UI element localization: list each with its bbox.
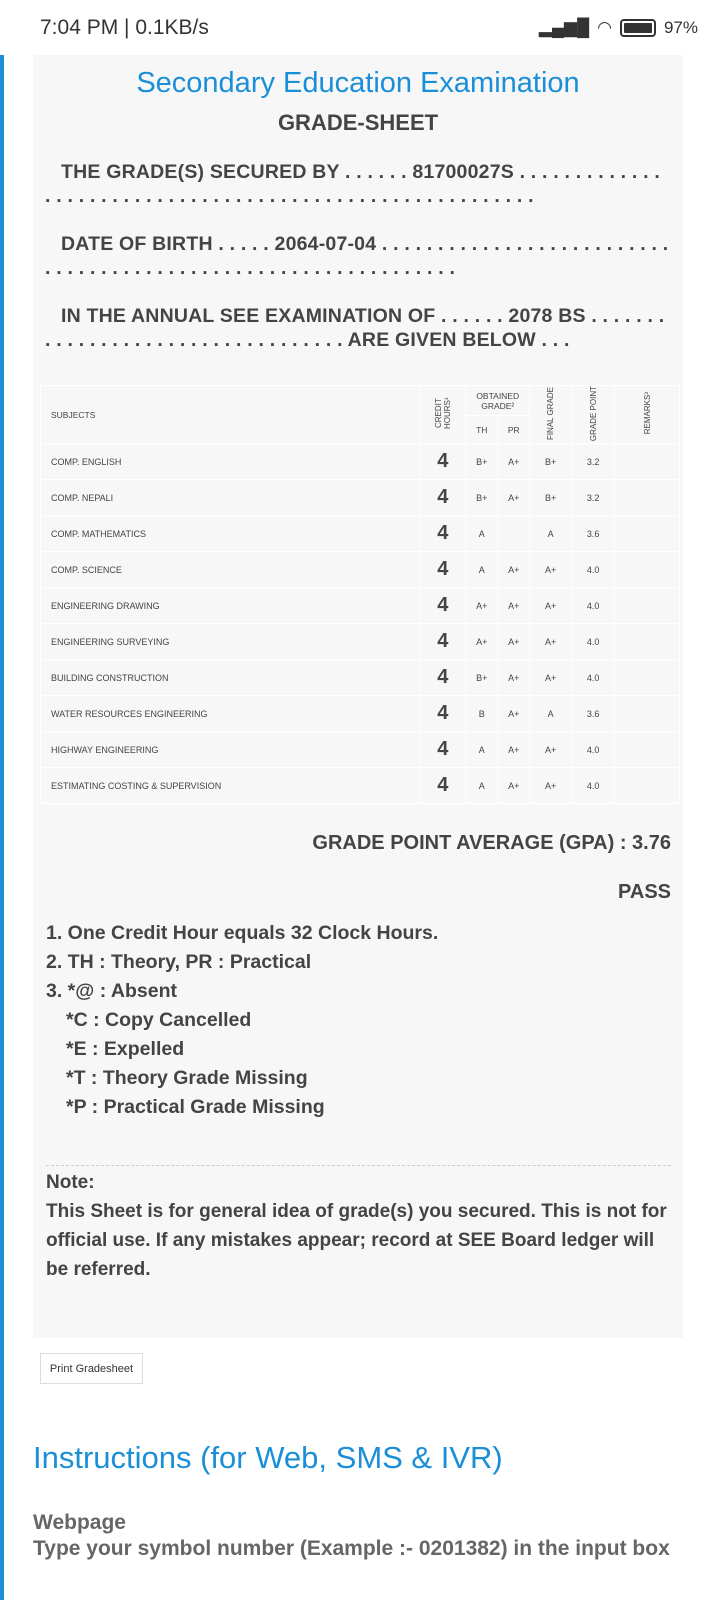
print-gradesheet-button[interactable]: Print Gradesheet — [40, 1353, 143, 1384]
table-row — [41, 588, 680, 624]
final-grade-cell: A+ — [530, 552, 572, 588]
grade-point-cell: 4.0 — [572, 624, 615, 660]
remarks-cell — [615, 768, 680, 804]
note-text: This Sheet is for general idea of grade(s) you secured. This is not for official use. If any mistakes appear; record at SEE Board ledger will be referred. — [46, 1201, 667, 1280]
th-grade-cell: B+ — [466, 660, 498, 696]
credit-cell: 4 — [420, 768, 466, 804]
battery-percent: 97% — [663, 17, 698, 37]
instructions-webpage: Webpage Type your symbol number (Example :- 0201382) in the input box — [33, 1511, 670, 1560]
final-grade-cell: A — [530, 516, 572, 552]
header-credit: CREDIT HOURS¹ — [420, 386, 466, 444]
header-final: FINAL GRADE — [530, 386, 572, 444]
remarks-cell — [615, 660, 680, 696]
credit-cell: 4 — [420, 480, 466, 516]
th-grade-cell: A — [466, 516, 498, 552]
th-grade-cell: A+ — [466, 588, 498, 624]
subject-cell: COMP. NEPALI — [41, 480, 420, 516]
credit-cell: 4 — [420, 624, 466, 660]
subject-cell: BUILDING CONSTRUCTION — [41, 660, 420, 696]
sheet-title: Secondary Education Examination — [136, 67, 580, 99]
table-row — [41, 624, 680, 660]
remarks-cell — [615, 732, 680, 768]
grade-point-cell: 3.6 — [572, 516, 615, 552]
secured-by: THE GRADE(S) SECURED BY . . . . . . 81700027S . . . . . . . . . . . . . . . . . . . . . . . . . . . . . . . . . . . . . . . . . . . . . . . . . . . . . . . . . — [45, 161, 661, 207]
note-label: Note: — [46, 1172, 95, 1193]
pr-grade-cell: A+ — [498, 624, 530, 660]
result: PASS — [618, 881, 671, 903]
pr-grade-cell: A+ — [498, 696, 530, 732]
final-grade-cell: A+ — [530, 768, 572, 804]
pr-grade-cell: A+ — [498, 552, 530, 588]
th-grade-cell: B+ — [466, 444, 498, 480]
header-remarks: REMARKS³ — [615, 386, 680, 444]
grade-point-cell: 4.0 — [572, 660, 615, 696]
table-row — [41, 480, 680, 516]
gpa: GRADE POINT AVERAGE (GPA) : 3.76 — [312, 832, 671, 854]
sheet-subtitle: GRADE-SHEET — [277, 110, 439, 135]
th-grade-cell: A+ — [466, 624, 498, 660]
th-grade-cell: A — [466, 768, 498, 804]
pr-grade-cell: A+ — [498, 588, 530, 624]
table-row — [41, 696, 680, 732]
grade-point-cell: 4.0 — [572, 732, 615, 768]
pr-grade-cell — [498, 516, 530, 552]
date-of-birth: DATE OF BIRTH . . . . . 2064-07-04 . . . . . . . . . . . . . . . . . . . . . . . . . . . . . . . . . . . . . . . . . . . . . . . . . . . . . . . . . . . . . . . — [45, 233, 669, 279]
battery-icon — [620, 19, 656, 37]
final-grade-cell: B+ — [530, 444, 572, 480]
remarks-cell — [615, 444, 680, 480]
final-grade-cell: A+ — [530, 588, 572, 624]
remarks-cell — [615, 480, 680, 516]
table-row — [41, 660, 680, 696]
scroll-accent — [0, 55, 4, 1600]
subject-cell: ENGINEERING SURVEYING — [41, 624, 420, 660]
grade-point-cell: 3.6 — [572, 696, 615, 732]
subject-cell: COMP. MATHEMATICS — [41, 516, 420, 552]
pr-grade-cell: A+ — [498, 768, 530, 804]
subject-cell: HIGHWAY ENGINEERING — [41, 732, 420, 768]
status-time: 7:04 PM | 0.1KB/s — [40, 15, 209, 39]
remarks-cell — [615, 516, 680, 552]
th-grade-cell: A — [466, 552, 498, 588]
note — [46, 1168, 671, 1284]
subject-cell: COMP. SCIENCE — [41, 552, 420, 588]
grade-point-cell: 4.0 — [572, 588, 615, 624]
header-subjects: SUBJECTS — [41, 386, 420, 444]
table-row — [41, 552, 680, 588]
subject-cell: WATER RESOURCES ENGINEERING — [41, 696, 420, 732]
final-grade-cell: B+ — [530, 480, 572, 516]
th-grade-cell: B+ — [466, 480, 498, 516]
divider — [46, 1165, 671, 1166]
credit-cell: 4 — [420, 516, 466, 552]
grades-table — [40, 385, 680, 804]
remarks-cell — [615, 552, 680, 588]
grade-point-cell: 4.0 — [572, 768, 615, 804]
credit-cell: 4 — [420, 444, 466, 480]
pr-grade-cell: A+ — [498, 480, 530, 516]
grade-point-cell: 3.2 — [572, 480, 615, 516]
credit-cell: 4 — [420, 660, 466, 696]
subject-cell: COMP. ENGLISH — [41, 444, 420, 480]
header-obtained: OBTAINED GRADE² — [466, 386, 530, 416]
pr-grade-cell: A+ — [498, 732, 530, 768]
footnotes: 1. One Credit Hour equals 32 Clock Hours. 2. TH : Theory, PR : Practical 3. *@ : Absent *C : Copy Cancelled *E : Expelled *T : Theory Grade Missing *P : Practical Grade Missing — [46, 922, 439, 1118]
final-grade-cell: A+ — [530, 624, 572, 660]
final-grade-cell: A — [530, 696, 572, 732]
header-th: TH — [466, 416, 498, 444]
table-row — [41, 516, 680, 552]
pr-grade-cell: A+ — [498, 444, 530, 480]
status-bar — [0, 0, 720, 55]
subject-cell: ENGINEERING DRAWING — [41, 588, 420, 624]
wifi-icon: ◠ — [597, 17, 612, 37]
exam-year: IN THE ANNUAL SEE EXAMINATION OF . . . . . . 2078 BS . . . . . . . . . . . . . . . . . . . . . . . . . . . . . . . . . . ARE GIVEN BELOW . . . — [45, 305, 665, 351]
remarks-cell — [615, 588, 680, 624]
credit-cell: 4 — [420, 552, 466, 588]
grade-sheet — [33, 55, 683, 1338]
grade-point-cell: 4.0 — [572, 552, 615, 588]
remarks-cell — [615, 624, 680, 660]
header-point: GRADE POINT — [572, 386, 615, 444]
final-grade-cell: A+ — [530, 732, 572, 768]
header-pr: PR — [498, 416, 530, 444]
th-grade-cell: B — [466, 696, 498, 732]
signal-icon: ▂▄▆█ — [538, 17, 590, 37]
credit-cell: 4 — [420, 696, 466, 732]
table-row — [41, 732, 680, 768]
instructions-title: Instructions (for Web, SMS & IVR) — [33, 1440, 503, 1475]
credit-cell: 4 — [420, 588, 466, 624]
final-grade-cell: A+ — [530, 660, 572, 696]
grade-point-cell: 3.2 — [572, 444, 615, 480]
table-row — [41, 768, 680, 804]
subject-cell: ESTIMATING COSTING & SUPERVISION — [41, 768, 420, 804]
pr-grade-cell: A+ — [498, 660, 530, 696]
remarks-cell — [615, 696, 680, 732]
table-row — [41, 444, 680, 480]
credit-cell: 4 — [420, 732, 466, 768]
th-grade-cell: A — [466, 732, 498, 768]
